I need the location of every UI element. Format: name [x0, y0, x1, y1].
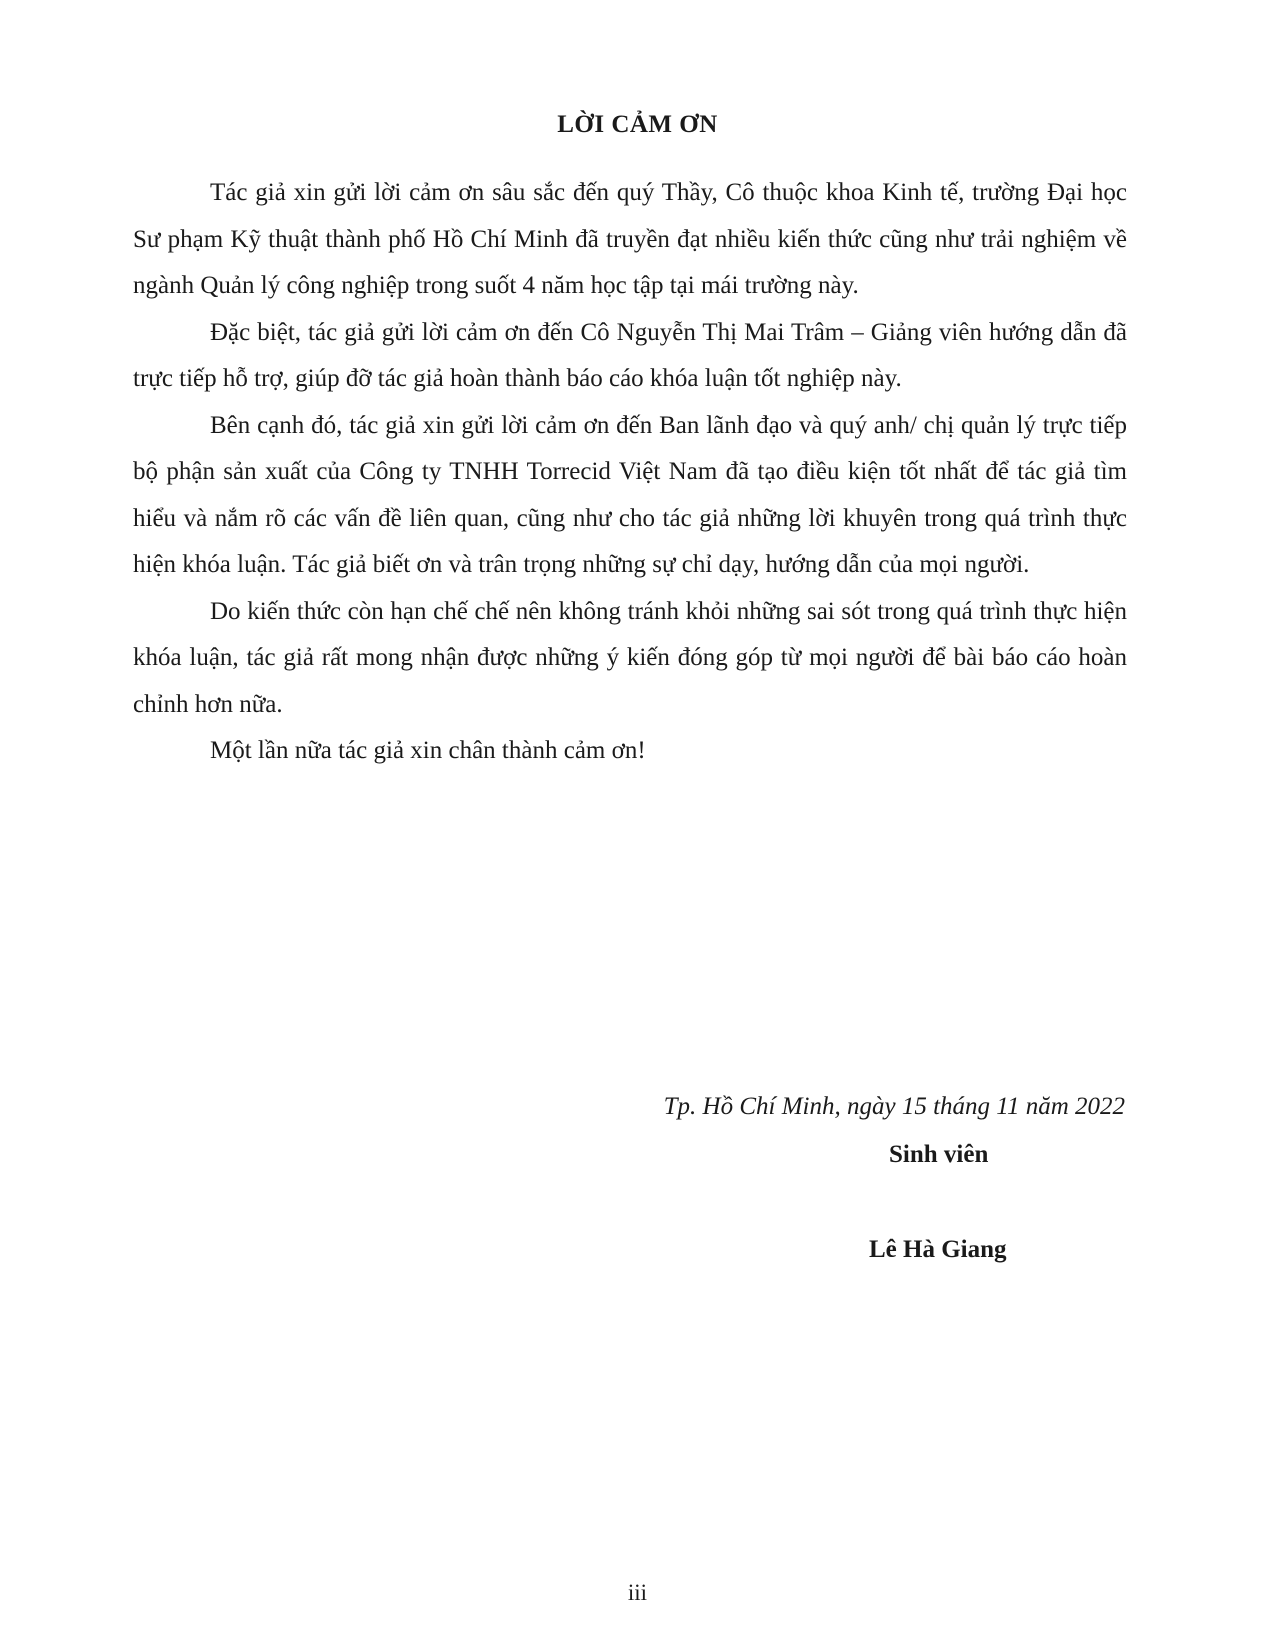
paragraph-1: Tác giả xin gửi lời cảm ơn sâu sắc đến quý Thầy, Cô thuộc khoa Kinh tế, trường Đại học Sư phạm Kỹ thuật thành phố Hồ Chí Minh đã truyền đạt nhiều kiến thức cũng như trải nghiệm về ngành Quản lý công nghiệp trong suốt 4 năm học tập tại mái trường này.: [133, 179, 1127, 299]
page-title: LỜI CẢM ƠN: [557, 111, 718, 138]
paragraph-4: Do kiến thức còn hạn chế chế nên không tránh khỏi những sai sót trong quá trình thực hiện khóa luận, tác giả rất mong nhận được những ý kiến đóng góp từ mọi người để bài báo cáo hoàn chỉnh hơn nữa.: [133, 597, 1127, 718]
signature-place-date: Tp. Hồ Chí Minh, ngày 15 tháng 11 năm 2022: [663, 1093, 1125, 1120]
closing-line: Một lần nữa tác giả xin chân thành cảm ơn!: [210, 737, 646, 764]
signature-name: Lê Hà Giang: [869, 1236, 1007, 1263]
page-number: iii: [627, 1580, 648, 1605]
signature-role: Sinh viên: [889, 1141, 989, 1168]
body-text: [133, 170, 1127, 775]
paragraph-3: Bên cạnh đó, tác giả xin gửi lời cảm ơn đến Ban lãnh đạo và quý anh/ chị quản lý trực tiếp bộ phận sản xuất của Công ty TNHH Torrecid Việt Nam đã tạo điều kiện tốt nhất để tác giả tìm hiểu và nắm rõ các vấn đề liên quan, cũng như cho tác giả những lời khuyên trong quá trình thực hiện khóa luận. Tác giả biết ơn và trân trọng những sự chỉ dạy, hướng dẫn của mọi người.: [133, 411, 1127, 578]
paragraph-2: Đặc biệt, tác giả gửi lời cảm ơn đến Cô Nguyễn Thị Mai Trâm – Giảng viên hướng dẫn đã trực tiếp hỗ trợ, giúp đỡ tác giả hoàn thành báo cáo khóa luận tốt nghiệp này.: [133, 318, 1127, 392]
